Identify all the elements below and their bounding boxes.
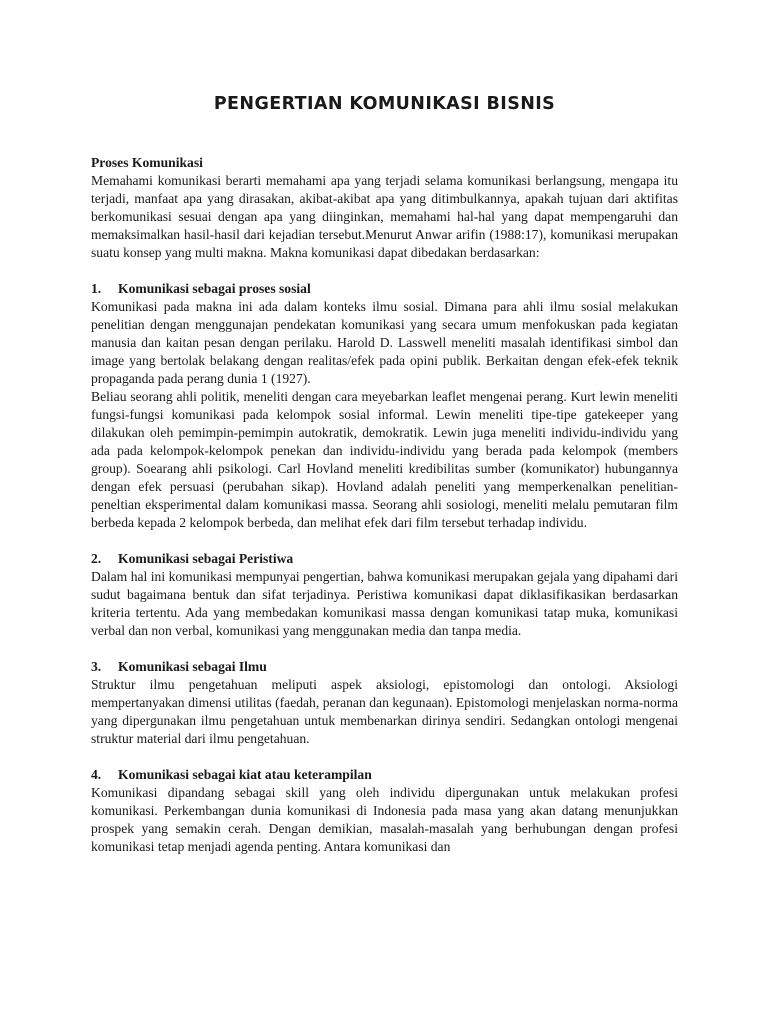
section-social-process	[91, 280, 678, 532]
section-paragraph: Struktur ilmu pengetahuan meliputi aspek aksiologi, epistomologi dan ontologi. Aksiologi mempertanyakan dimensi utilitas (faedah, peranan dan kegunaan). Epistomologi menjelaskan norma-norma yang dipergunakan ilmu pengetahuan untuk membenarkan dirinya sendiri. Sedangkan ontologi mengenai struktur material dari ilmu pengetahuan.	[91, 677, 678, 746]
section-heading	[91, 280, 678, 298]
section-paragraph: Dalam hal ini komunikasi mempunyai pengertian, bahwa komunikasi merupakan gejala yang dipahami dari sudut bagaimana bentuk dan sifat terjadinya. Peristiwa komunikasi dapat diklasifikasikan berdasarkan kriteria tertentu. Ada yang membedakan komunikasi massa dengan komunikasi tatap muka, komunikasi verbal dan non verbal, komunikasi yang menggunakan media dan tanpa media.	[91, 569, 678, 638]
section-heading	[91, 658, 678, 676]
section-heading	[91, 766, 678, 784]
section-paragraph: Beliau seorang ahli politik, meneliti dengan cara meyebarkan leaflet mengenai perang. Kurt lewin meneliti fungsi-fungsi komunikasi pada kelompok sosial informal. Lewin meneliti tipe-tipe gatekeeper yang dilakukan oleh pemimpin-pemimpin autokratik, demokratik. Lewin juga meneliti individu-individu yang ada pada kelompok-kelompok penekan dan individu-individu yang berada pada kelompok (members group). Soearang ahli psikologi. Carl Hovland meneliti kredibilitas sumber (komunikator) hubungannya dengan efek persuasi (perubahan sikap). Hovland adalah peneliti yang memperkenalkan penelitian-peneltian eksperimental dalam komunikasi massa. Seorang ahli sosiologi, meneliti melalu pemutaran film berbeda kepada 2 kelompok berbeda, dan melihat efek dari film tersebut terhadap individu.	[91, 389, 678, 530]
section-skill	[91, 766, 678, 856]
section-heading-text: Komunikasi sebagai proses sosial	[118, 281, 311, 296]
section-number: 1.	[91, 281, 102, 296]
intro-section	[91, 154, 678, 262]
page-title: PENGERTIAN KOMUNIKASI BISNIS	[213, 94, 556, 114]
section-number: 4.	[91, 767, 102, 782]
section-science	[91, 658, 678, 748]
section-number: 2.	[91, 551, 102, 566]
section-heading-text: Komunikasi sebagai Peristiwa	[118, 551, 294, 566]
section-heading-text: Komunikasi sebagai kiat atau keterampilan	[118, 767, 372, 782]
section-paragraph: Komunikasi pada makna ini ada dalam konteks ilmu sosial. Dimana para ahli ilmu sosial melakukan penelitian dengan menggunajan pendekatan komunikasi yang secara umum menfokuskan pada kegiatan manusia dan kaitan pesan dengan perilaku. Harold D. Lasswell meneliti masalah identifikasi simbol dan image yang bertolak belakang dengan realitas/efek pada opini publik. Berkaitan dengan efek-efek teknik propaganda pada perang dunia 1 (1927).	[91, 299, 678, 386]
intro-heading: Proses Komunikasi	[91, 155, 203, 170]
section-heading	[91, 550, 678, 568]
intro-paragraph: Memahami komunikasi berarti memahami apa yang terjadi selama komunikasi berlangsung, mengapa itu terjadi, manfaat apa yang dirasakan, akibat-akibat apa yang ditimbulkannya, apakah tujuan dari aktifitas berkomunikasi sesuai dengan apa yang diinginkan, memahami hal-hal yang dapat mempengaruhi dan memaksimalkan hasil-hasil dari kejadian tersebut.Menurut Anwar arifin (1988:17), komunikasi merupakan suatu konsep yang multi makna. Makna komunikasi dapat dibedakan berdasarkan:	[91, 173, 678, 260]
section-paragraph: Komunikasi dipandang sebagai skill yang oleh individu dipergunakan untuk melakukan profesi komunikasi. Perkembangan dunia komunikasi di Indonesia pada masa yang akan datang menunjukkan prospek yang semakin cerah. Dengan demikian, masalah-masalah yang berhubungan dengan profesi komunikasi tetap menjadi agenda penting. Antara komunikasi dan	[91, 785, 678, 854]
section-event	[91, 550, 678, 640]
document-page	[91, 0, 678, 856]
section-number: 3.	[91, 659, 102, 674]
section-heading-text: Komunikasi sebagai Ilmu	[118, 659, 267, 674]
